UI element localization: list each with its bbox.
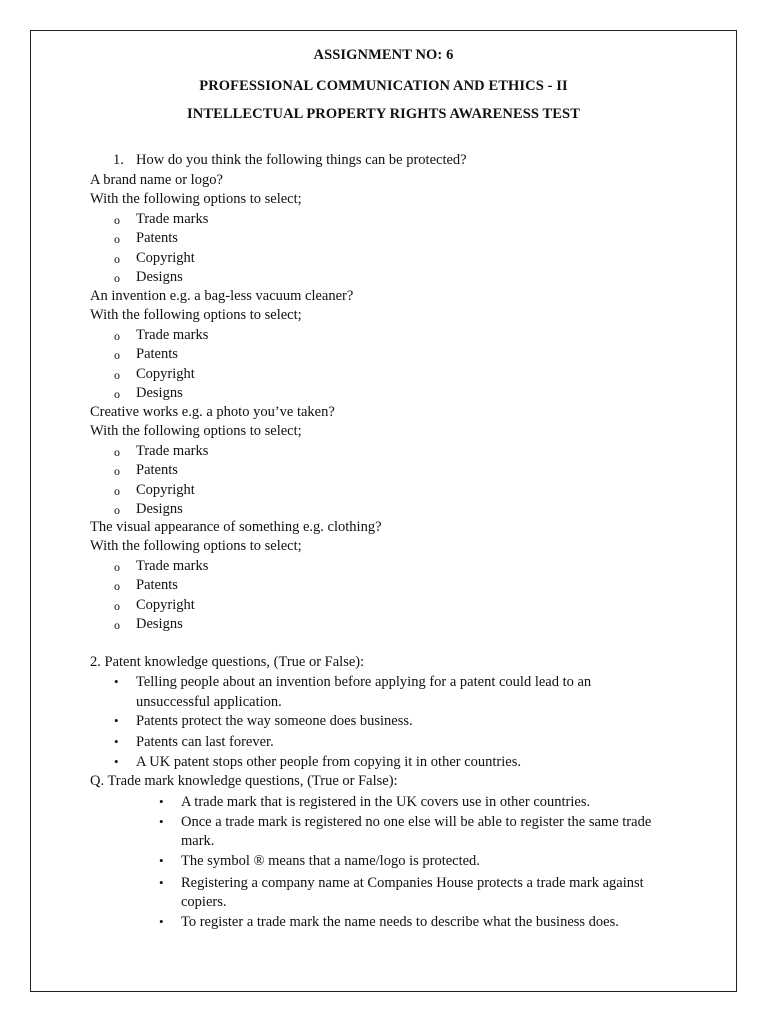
protection-item: Creative works e.g. a photo you’ve taken? bbox=[90, 404, 335, 420]
option-bullet-icon: o bbox=[114, 464, 120, 479]
question-text: How do you think the following things can be protected? bbox=[136, 152, 467, 168]
protection-item: An invention e.g. a bag-less vacuum cleaner? bbox=[90, 288, 354, 304]
option-bullet-icon: o bbox=[114, 270, 120, 285]
question-number: 1. bbox=[113, 152, 124, 168]
statement-text: The symbol ® means that a name/logo is protected. bbox=[181, 853, 480, 869]
options-intro: With the following options to select; bbox=[90, 307, 302, 323]
option-label: Patents bbox=[136, 230, 178, 247]
statement-text: Once a trade mark is registered no one else will be able to register the same trade bbox=[181, 814, 652, 830]
option-label: Designs bbox=[136, 500, 183, 517]
option-bullet-icon: o bbox=[114, 598, 120, 613]
bullet-icon: • bbox=[114, 734, 119, 749]
statement-text: A UK patent stops other people from copying it in other countries. bbox=[136, 754, 521, 770]
option-bullet-icon: o bbox=[114, 348, 120, 363]
test-title-heading: INTELLECTUAL PROPERTY RIGHTS AWARENESS TEST bbox=[187, 106, 580, 122]
option-label: Trade marks bbox=[136, 558, 209, 574]
option-bullet-icon: o bbox=[114, 251, 120, 266]
option-label: Designs bbox=[136, 384, 183, 401]
statement-text: Telling people about an invention before applying for a patent could lead to an bbox=[136, 674, 592, 690]
option-bullet-icon: o bbox=[114, 329, 120, 343]
option-label: Designs bbox=[136, 268, 183, 285]
option-label: Copyright bbox=[136, 596, 195, 613]
statement-text: Patents protect the way someone does business. bbox=[136, 713, 413, 729]
bullet-icon: • bbox=[159, 794, 164, 809]
option-label: Patents bbox=[136, 462, 178, 479]
option-bullet-icon: o bbox=[114, 232, 120, 247]
option-bullet-icon: o bbox=[114, 367, 120, 382]
option-bullet-icon: o bbox=[114, 502, 120, 517]
bullet-icon: • bbox=[159, 914, 164, 929]
option-label: Copyright bbox=[136, 365, 195, 382]
option-label: Designs bbox=[136, 615, 183, 632]
assignment-heading: ASSIGNMENT NO: 6 bbox=[313, 47, 454, 63]
option-label: Trade marks bbox=[136, 327, 209, 343]
options-intro: With the following options to select; bbox=[90, 423, 302, 439]
option-label: Trade marks bbox=[136, 211, 209, 227]
statement-text: To register a trade mark the name needs to describe what the business does. bbox=[181, 914, 619, 930]
option-bullet-icon: o bbox=[114, 579, 120, 594]
option-bullet-icon: o bbox=[114, 445, 120, 459]
bullet-icon: • bbox=[159, 853, 164, 868]
bullet-icon: • bbox=[114, 713, 119, 728]
protection-item: The visual appearance of something e.g. clothing? bbox=[90, 519, 382, 535]
option-bullet-icon: o bbox=[114, 617, 120, 632]
option-bullet-icon: o bbox=[114, 483, 120, 498]
option-bullet-icon: o bbox=[114, 213, 120, 227]
bullet-icon: • bbox=[159, 814, 164, 829]
statement-text: unsuccessful application. bbox=[136, 694, 282, 710]
question-title: Q. Trade mark knowledge questions, (True or False): bbox=[90, 773, 398, 789]
option-bullet-icon: o bbox=[114, 560, 120, 574]
statement-text: Registering a company name at Companies House protects a trade mark against bbox=[181, 875, 644, 891]
option-label: Copyright bbox=[136, 481, 195, 498]
option-label: Patents bbox=[136, 346, 178, 363]
statement-text: Patents can last forever. bbox=[136, 734, 274, 750]
option-label: Patents bbox=[136, 577, 178, 594]
question-title: 2. Patent knowledge questions, (True or False): bbox=[90, 654, 365, 670]
statement-text: mark. bbox=[181, 833, 215, 849]
bullet-icon: • bbox=[159, 875, 164, 890]
bullet-icon: • bbox=[114, 674, 119, 689]
options-intro: With the following options to select; bbox=[90, 538, 302, 554]
option-label: Trade marks bbox=[136, 443, 209, 459]
option-label: Copyright bbox=[136, 249, 195, 266]
statement-text: A trade mark that is registered in the UK covers use in other countries. bbox=[181, 794, 591, 810]
protection-item: A brand name or logo? bbox=[90, 172, 223, 188]
course-heading: PROFESSIONAL COMMUNICATION AND ETHICS - II bbox=[199, 78, 568, 94]
option-bullet-icon: o bbox=[114, 386, 120, 401]
options-intro: With the following options to select; bbox=[90, 191, 302, 207]
statement-text: copiers. bbox=[181, 894, 227, 910]
bullet-icon: • bbox=[114, 754, 119, 769]
